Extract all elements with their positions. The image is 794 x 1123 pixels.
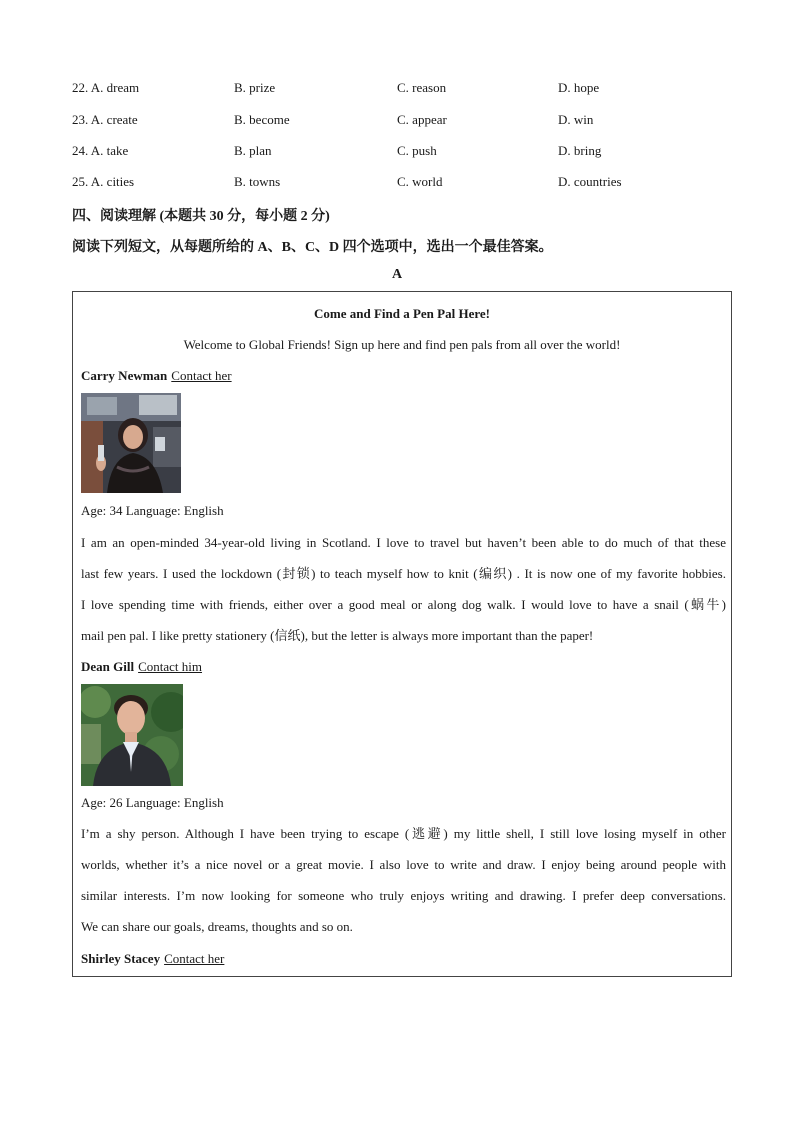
box-welcome: Welcome to Global Friends! Sign up here and find pen pals from all over the world! <box>183 337 621 352</box>
contact-link[interactable]: Contact her <box>171 368 232 383</box>
profile-description <box>81 824 726 948</box>
text-line: I love spending time with friends, either over a good meal or along dog walk. I would love to have a snail (蜗牛) <box>81 597 726 612</box>
option-c: C. reason <box>397 80 447 95</box>
text-line: mail pen pal. I like pretty stationery (信纸), but the letter is always more important than the paper! <box>81 628 594 643</box>
option-c: C. world <box>397 174 443 189</box>
section-heading: 四、阅读理解 (本题共 30 分，每小题 2 分) <box>72 209 330 224</box>
text-line: I am an open-minded 34-year-old living in Scotland. I love to travel but haven’t been able to do much of that these <box>81 535 726 550</box>
contact-link[interactable]: Contact her <box>164 951 225 966</box>
profile-name: Dean Gill <box>81 659 135 674</box>
profile-name: Carry Newman <box>81 368 168 383</box>
box-title: Come and Find a Pen Pal Here! <box>314 306 490 321</box>
option-c: C. appear <box>397 112 447 127</box>
passage-label: A <box>391 267 403 282</box>
profile-name-line <box>81 951 224 967</box>
profile-age-language: Age: 34 Language: English <box>81 503 224 518</box>
option-b: B. plan <box>234 143 272 158</box>
text-line: I’m a shy person. Although I have been trying to escape (逃避) my little shell, I still love losing myself in other <box>81 826 726 841</box>
option-a: 23. A. create <box>72 112 138 127</box>
text-line: worlds, whether it’s a nice novel or a great movie. I also love to write and draw. I enjoy being around people with <box>81 857 726 872</box>
profile-name: Shirley Stacey <box>81 951 161 966</box>
man-photo-icon <box>81 684 183 786</box>
contact-link[interactable]: Contact him <box>138 659 203 674</box>
option-b: B. prize <box>234 80 276 95</box>
instruction: 阅读下列短文，从每题所给的 A、B、C、D 四个选项中，选出一个最佳答案。 <box>72 240 553 255</box>
option-d: D. hope <box>558 80 600 95</box>
option-d: D. countries <box>558 174 622 189</box>
text-line: similar interests. I’m now looking for someone who truly enjoys writing and drawing. I prefer deep conversations. <box>81 888 726 903</box>
profile-photo-carry <box>81 393 181 493</box>
pen-pal-box <box>72 291 732 977</box>
option-d: D. bring <box>558 143 602 158</box>
option-a: 22. A. dream <box>72 80 140 95</box>
option-c: C. push <box>397 143 437 158</box>
profile-name-line <box>81 659 202 675</box>
profile-name-line <box>81 368 232 384</box>
profile-age-language: Age: 26 Language: English <box>81 795 224 810</box>
profile-photo-dean <box>81 684 183 786</box>
option-a: 25. A. cities <box>72 174 135 189</box>
text-line: We can share our goals, dreams, thoughts and so on. <box>81 919 353 934</box>
text-line: last few years. I used the lockdown (封锁) to teach myself how to knit (编织) . It is now one of my favorite hobbies. <box>81 566 726 581</box>
option-a: 24. A. take <box>72 143 129 158</box>
woman-photo-icon <box>81 393 181 493</box>
option-b: B. towns <box>234 174 281 189</box>
option-b: B. become <box>234 112 290 127</box>
profile-description <box>81 533 726 657</box>
option-d: D. win <box>558 112 594 127</box>
